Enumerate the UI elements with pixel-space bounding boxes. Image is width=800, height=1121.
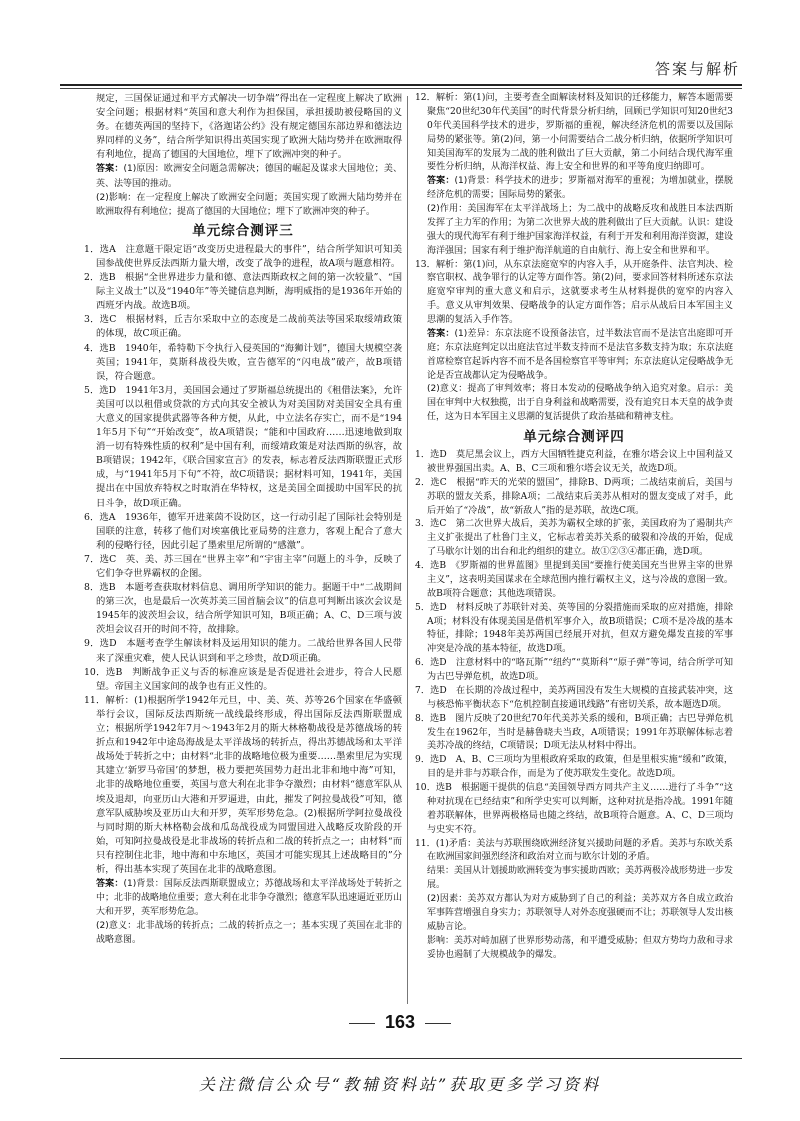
explanation-paragraph [415, 518, 733, 560]
paragraph-text: 7．选D 在长期的冷战过程中，美苏两国没有发生大规模的直接武装冲突，这与核恐怖平衡状态下“危机控制直接通讯线路”有密切关系，故本题选D项。 [415, 685, 733, 710]
section-title: 单元综合测评四 [523, 429, 625, 445]
explanation-paragraph [415, 477, 733, 519]
explanation-paragraph [84, 581, 402, 637]
page-number [0, 1012, 800, 1033]
paragraph-text: 5．选D 材料反映了苏联针对美、英等国的分裂措施而采取的应对措施，排除A项；材料没有体现美国是借机军事介入，故B项错误；C项不是冷战的基本特征，排除；1948年美苏两国已经展开对抗，但双方避免爆发直接的军事冲突是冷战的基本特征，故选D项。 [415, 602, 733, 655]
answer-label: 答案： [96, 879, 124, 890]
paragraph-text: 3．选C 第二次世界大战后，美苏为霸权全球的扩张，美国政府为了遏制共产主义扩张提出了杜鲁门主义，它标志着美苏关系的破裂和冷战的开始，促成了马歇尔计划的出台和北约组织的建立。故①②③④都正确，选D项。 [415, 519, 733, 558]
header-rule-thin [60, 88, 742, 89]
paragraph-text: 7．选C 英、美、苏三国在“世界主宰”和“宇宙主宰”问题上的斗争，反映了它们争夺世界霸权的企图。 [84, 553, 402, 579]
paragraph-text: 2．选B 根据“全世界进步力量和德、意法西斯政权之间的第一次较量”、“国际主义战士”以及“1940年”等关键信息判断，海明威指的是1936年开始的西班牙内战。故选B项。 [84, 272, 402, 312]
paragraph-text: 12．解析：第(1)问，主要考查全面解读材料及知识的迁移能力，解答本题需要聚焦“20世纪30年代美国”的时代背景分析归纳，回顾已学知识可知20世纪30年代美国科学技术的进步，罗斯福的重视，解决经济危机的需要以及国际局势的紧张等。第(2)问，第一小问需要结合二战分析归纳，依据所学知识可知美国海军的发展为二战的胜利做出了巨大贡献，第二小问结合现代海军重要性分析归纳，从海洋权益、海上安全和世界的和平等角度归纳即可。 [415, 93, 733, 173]
paragraph-text: (2)作用：美国海军在太平洋战场上；为二战中的战略反攻和战胜日本法西斯发挥了主力军的作用；为第二次世界大战的胜利做出了巨大贡献。认识：建设强大的现代海军有利于维护国家海洋权益，有利于开发和利用海洋资源，建设海洋强国；国家有利于维护海洋航道的自由航行、海上安全和世界和平。 [427, 204, 733, 256]
explanation-paragraph [415, 713, 733, 755]
paragraph-text: 1．选A 注意题干限定语“改变历史进程最大的事件”，结合所学知识可知美国参战使世界反法西斯力量大增，改变了战争的进程，故A项与题意相符。 [84, 243, 402, 269]
left-column [84, 92, 402, 948]
explanation-paragraph [84, 553, 402, 581]
paragraph-text: (1)差异：东京法庭不设预备法官，过半数法官而不是法官出庭即可开庭；东京法庭判定以出庭法官过半数支持而不是法官多数支持为取；东京法庭首席检察官起诉内容不而不是各国检察官平等审判；东京法庭认定侵略战争无论是否宣战都认定为侵略战争。 [427, 328, 733, 381]
paragraph-text: 6．选A 1936年，德军开进莱茵不设防区，这一行动引起了国际社会特别是国联的注意，转移了他们对埃塞俄比亚局势的注意力，客观上配合了意大利的侵略行径，因此引起了墨索里尼所谓的“感激”。 [84, 511, 402, 551]
paragraph-text: (1)背景：科学技术的进步；罗斯福对海军的重视；为增加就业，摆脱经济危机的需要；国际局势的紧张。 [427, 176, 733, 201]
explanation-paragraph [84, 243, 402, 271]
paragraph-text: (1)背景：国际反法西斯联盟成立；苏德战场和太平洋战场处于转折之中；北非的战略地位重要；意大利在北非争夺激烈；德意军队迅速逼近亚历山大和开罗，英军形势危急。 [96, 879, 402, 918]
paragraph-text: 10．选B 根据题干提供的信息“美国领导西方同共产主义……进行了斗争”“这种对抗现在已经结束”和所学史实可以判断，这种对抗是指冷战。1991年随着苏联解体，世界两极格局也随之终结，故B项符合题意。A、C、D三项均与史实不符。 [415, 783, 733, 835]
explanation-paragraph [415, 782, 733, 838]
section-title: 单元综合测评三 [192, 222, 294, 239]
page-number-dash-left [349, 1023, 375, 1024]
paragraph-text: 13．解析：第(1)问，从东京法庭宽窄的内容入手，从开庭条件、法官判决、检察官职权、战争罪行的认定等方面作答。第(2)问，要求回答材料所述东京法庭宽窄审判的重大意义和启示，这就要求考生从材料提供的宽窄的内容入手。意义从审判效果、侵略战争的认定方面作答；启示从战后日本军国主义思潮的复活入手作答。 [415, 259, 733, 325]
explanation-paragraph [84, 271, 402, 313]
answer-paragraph [415, 935, 733, 963]
explanation-paragraph [415, 838, 733, 866]
answer-paragraph [415, 865, 733, 893]
paragraph-text: 影响：美苏对峙加剧了世界形势动荡，和平遭受威胁；但双方势均力敌和寻求妥协也遏制了大规模战争的爆发。 [427, 935, 733, 960]
paragraph-text: 5．选D 1941年3月，美国国会通过了罗斯福总统提出的《租借法案》，允许美国可以以租借或贷款的方式向其安全被认为对美国防对美国安全具有重大意义的国家提供武器等各种方便，从此，中立法名存实亡，而不是“1941年5月下旬”“开始改变”，故A项错误；“能和中国政府……迅速地做到取消一切有特殊性质的权利”是中国有利，而绥靖政策是对法西斯的纵容，故B项错误；1942年，《联合国家宣言》的发表，标志着反法西斯联盟正式形成，与“1941年5月下旬”不符，故C项错误；据材料可知，1941年，美国提出在中国放弃特权之时取消在华特权，这是美国全面援助中国军民的抗日斗争，故D项正确。 [84, 384, 402, 509]
header-rule [60, 84, 742, 86]
answer-paragraph [84, 191, 402, 219]
explanation-paragraph [84, 637, 402, 665]
answer-paragraph [415, 328, 733, 384]
paragraph-text: 8．选B 图片反映了20世纪70年代美苏关系的缓和，B项正确；古巴导弹危机发生在1962年，当时是赫鲁晓夫当政，A项错误；1991年苏联解体标志着美苏冷战的终结，C项错误；D项无法从材料中得出。 [415, 713, 733, 752]
paragraph-text: 1．选D 莫尼黑会议上，西方大国牺牲捷克利益，在雅尔塔会议上中国利益又被世界强国出卖。A、B、C三项和雅尔塔会议无关，故选D项。 [415, 450, 733, 474]
explanation-paragraph [415, 657, 733, 685]
answer-label: 答案： [427, 328, 455, 339]
answer-paragraph [84, 877, 402, 919]
paragraph-text: 4．选B 1940年，希特勒下令执行入侵英国的“海狮计划”，德国大规模空袭英国；1941年，莫斯科战役失败，宣告德军的“闪电战”破产，故B项错误，符合题意。 [84, 342, 402, 382]
explanation-paragraph [415, 602, 733, 658]
explanation-paragraph [415, 449, 733, 477]
answer-label: 答案： [427, 176, 455, 187]
paragraph-text: 9．选D 本题考查学生解读材料及运用知识的能力。二战给世界各国人民带来了深重灾难，使人民认识到和平之珍贵，故D项正确。 [84, 638, 402, 664]
paragraph-text: (2)因素：美苏双方都认为对方威胁到了自己的利益；美苏双方各自成立政治军事阵营增强自身实力；苏联领导人对外态度强硬而不让；苏联领导人发出核威胁言论。 [427, 894, 733, 932]
answer-paragraph [84, 162, 402, 190]
explanation-paragraph [415, 259, 733, 328]
paragraph-text: 3．选C 根据材料，丘吉尔采取中立的态度是二战前英法等国采取绥靖政策的体现，故C项正确。 [84, 314, 402, 340]
footer-rule [60, 1058, 742, 1059]
paragraph-text: 11．(1)矛盾：美法与苏联围绕欧洲经济复兴援助问题的矛盾。美苏与东欧关系在欧洲国家间强烈经济和政治对立而与欧尔计划的矛盾。 [415, 838, 733, 863]
explanation-paragraph [415, 685, 733, 713]
explanation-paragraph [84, 92, 402, 162]
answer-paragraph [415, 893, 733, 935]
explanation-paragraph [84, 511, 402, 553]
paragraph-text: 规定，三国保证通过和平方式解决一切争端”得出在一定程度上解决了欧洲安全问题；根据材料“英国和意大利作为担保国，承担援助被侵略国的义务。在德英两国的坚持下，《洛迦诺公约》没有规定德国东部边界和德法边界同样的义务”，结合所学知识得出英国实现了欧洲大陆均势并在欧洲取得有利地位，提高了德国的大国地位，埋下了欧洲冲突的种子。 [96, 93, 402, 161]
explanation-paragraph [84, 342, 402, 384]
explanation-paragraph [415, 92, 733, 175]
explanation-paragraph [84, 384, 402, 511]
answer-paragraph [415, 383, 733, 425]
explanation-paragraph [84, 313, 402, 341]
paragraph-text: 10．选B 判断战争正义与否的标准应该是是否促进社会进步，符合人民愿望。帝国主义国家间的战争也有正义性的。 [84, 666, 402, 692]
answer-label: 答案： [96, 164, 124, 175]
paragraph-text: 6．选D 注意材料中的“咯瓦斯”“纽约”“莫斯科”“原子弹”等词，结合所学可知为古巴导弹危机，故选D项。 [415, 658, 733, 682]
right-column [415, 92, 733, 962]
paragraph-text: 4．选B 《罗斯福的世界蓝图》里提到美国“要推行使美国充当世界主宰的世界主义”，这表明美国谋求在全球范围内推行霸权主义，这与冷战的意图一致。故B项符合题意；其他选项错误。 [415, 561, 733, 599]
paragraph-text: (2)意义：提高了审判效率；将日本发动的侵略战争纳入追究对象。启示：美国在审判中大权独揽，出于自身利益和战略需要，没有追究日本天皇的战争责任，这为日本军国主义思潮的复活提供了政治基础和精神支柱。 [427, 384, 733, 423]
answer-paragraph [84, 919, 402, 947]
paragraph-text: 11．解析：(1)根据所学1942年元旦，中、美、英、苏等26个国家在华盛顿举行会议，国际反法西斯统一战线最终形成，得出国际反法西斯联盟成立；根据所学1942年7月～1943年2月的斯大林格勒战役是苏德战场的转折点和1942年中途岛海战是太平洋战场的转折点，得出苏德战场和太平洋战场处于转折之中；由材料“北非的战略地位极为重要……墨索里尼为实现其建立‘新罗马帝国’的梦想，极力要把英国势力赶出北非和地中海”可知，北非的战略地位重要，英国与意大利在北非争夺激烈；由材料“德意军队从埃及退却，向亚历山大港和开罗逼进，由此，摧发了阿拉曼战役”可知，德意军队威胁埃及亚历山大和开罗，英军形势危急。(2)根据所学阿拉曼战役与同时期的斯大林格勒会战和瓜岛战役成为同盟国进入战略反攻阶段的开始，可知阿拉曼战役是北非战场的转折点和二战的转折点之一；由材料“而只有控制住北非，地中海和中东地区，英国才可能实现其上述战略目的”分析，得出基本实现了英国在北非的战略意图。 [84, 694, 402, 875]
explanation-paragraph [84, 666, 402, 694]
explanation-paragraph [415, 560, 733, 602]
paragraph-text: (2)影响：在一定程度上解决了欧洲安全问题；英国实现了欧洲大陆均势并在欧洲取得有利地位；提高了德国的大国地位；埋下了欧洲冲突的种子。 [96, 192, 402, 217]
answer-paragraph [415, 175, 733, 203]
paragraph-text: (1)原因：欧洲安全问题急需解决；德国的崛起及谋求大国地位；美、英、法等国的推动。 [96, 164, 402, 189]
paragraph-text: 8．选B 本题考查获取材料信息、调用所学知识的能力。据题干中“二战期间的第三次，也是最后一次英苏美三国首脑会议”的信息可判断出该次会议是1945年的波茨坦会议，结合所学知识可知，B项正确；A、C、D三项与波茨坦会议召开的时间不符，故排除。 [84, 582, 402, 636]
column-divider [407, 96, 408, 1004]
page-number-value: 163 [384, 1012, 416, 1032]
explanation-paragraph [415, 754, 733, 782]
page-header [60, 56, 742, 84]
header-title: 答案与解析 [654, 60, 740, 78]
paragraph-text: 结果：美国从计划援助欧洲转变为事实援助西欧；美苏两极冷战形势进一步发展。 [427, 866, 733, 891]
paragraph-text: 2．选C 根据“昨天的光荣的盟国”，排除B、D两项；二战结束前后，美国与苏联的盟友关系，排除A项；二战结束后美苏从相对的盟友变成了对手，此后开始了“冷战”，故“新敌人”指的是苏联，故选C项。 [415, 477, 733, 516]
page-number-dash-right [425, 1023, 451, 1024]
answer-paragraph [415, 203, 733, 259]
explanation-paragraph [84, 694, 402, 877]
footer-note: 关注微信公众号“教辅资料站”获取更多学习资料 [198, 1075, 602, 1094]
paragraph-text: 9．选D A、B、C三项均为里根政府采取的政策，但是里根实施“缓和”政策，目的是并非与苏联合作，而是为了使苏联发生变化。故选D项。 [415, 755, 733, 780]
paragraph-text: (2)意义：北非战场的转折点；二战的转折点之一；基本实现了英国在北非的战略意图。 [96, 921, 402, 946]
